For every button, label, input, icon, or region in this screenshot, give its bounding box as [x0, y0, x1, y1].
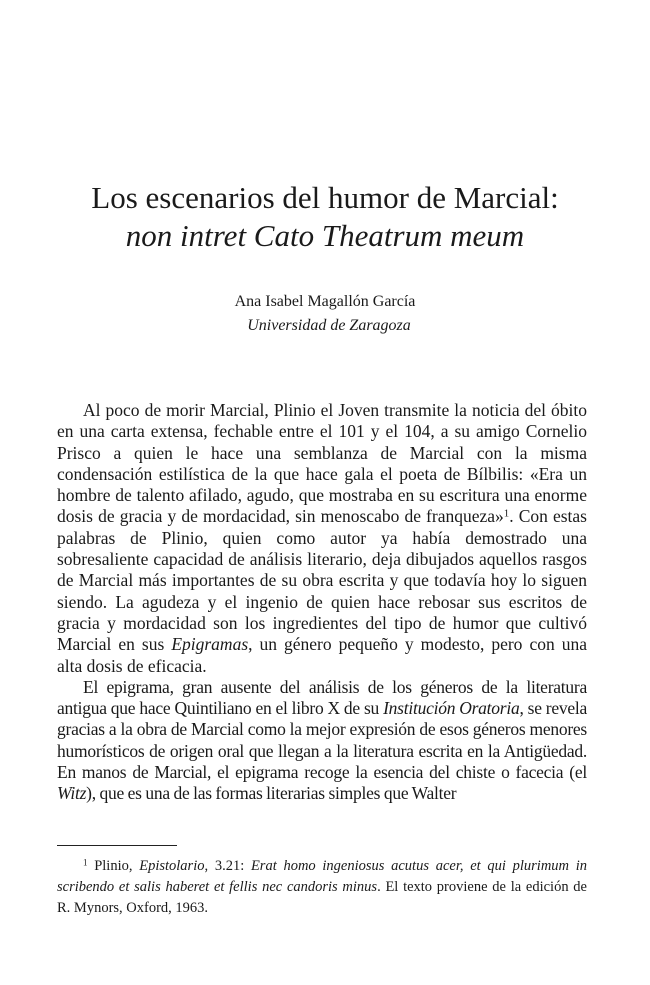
text-span: . Con estas palabras de Plinio, quien como autor ya había demostrado una sobresaliente capacidad de análisis literario, deja dibujados aquellos rasgos de Marcial más importantes de su obra escrita y que todavía hoy lo siguen siendo. La agudeza y el ingenio de quien hace rebosar sus escritos de gracia y mordacidad son los ingredientes del tipo de humor que cultivó Marcial en sus [57, 506, 587, 655]
italic-term: Witz [57, 783, 87, 804]
article-title-line1: Los escenarios del humor de Marcial: [91, 180, 559, 215]
italic-title: Epigramas [171, 634, 249, 655]
text-span: Plinio, [87, 858, 140, 874]
paragraph [57, 677, 587, 805]
italic-title: Institución Oratoria [383, 698, 520, 719]
article-body [57, 400, 587, 805]
footnote-divider [57, 845, 177, 846]
footnote [57, 856, 587, 919]
text-span: El epigrama, gran ausente del análisis de los géneros de la literatura antigua que hace Quintiliano en el libro X de su [57, 676, 587, 719]
article-title-line2: non intret Cato Theatrum meum [125, 218, 525, 253]
italic-title: Epistolario [139, 858, 205, 874]
text-span: ), que es una de las formas literarias simples que Walter [86, 783, 457, 804]
text-span: . El texto proviene de la edición de R. Mynors, Oxford, 1963. [57, 879, 587, 916]
author-name: Ana Isabel Magallón García [234, 293, 416, 310]
text-span: Al poco de morir Marcial, Plinio el Joven transmite la noticia del óbito en una carta extensa, fechable entre el 101 y el 104, a su amigo Cornelio Prisco a quien le hace una semblanza de Marcial con la misma condensación estilística de la que hace gala el poeta de Bílbilis: «Era un hombre de talento afilado, agudo, que mostraba en su escritura una enorme dosis de gracia y de mordacidad, sin menoscabo de franqueza» [57, 400, 587, 527]
footnote-number: 1 [83, 857, 88, 868]
text-span: , 3.21: [204, 858, 251, 874]
paragraph [57, 400, 587, 677]
author-affiliation: Universidad de Zaragoza [247, 317, 411, 334]
footnote-reference[interactable]: 1 [503, 508, 510, 521]
text-span: , un género pequeño y modesto, pero con una alta dosis de eficacia. [57, 634, 587, 676]
latin-quote: Erat homo ingeniosus acutus acer, et qui plurimum in scribendo et salis haberet et fellis nec candoris minus [57, 858, 588, 895]
text-span: , se revela gracias a la obra de Marcial como la mejor expresión de esos géneros menores humorísticos de origen oral que llegan a la literatura escrita en la Antigüedad. En manos de Marcial, el epigrama recoge la esencia del chiste o facecia (el [57, 698, 587, 783]
